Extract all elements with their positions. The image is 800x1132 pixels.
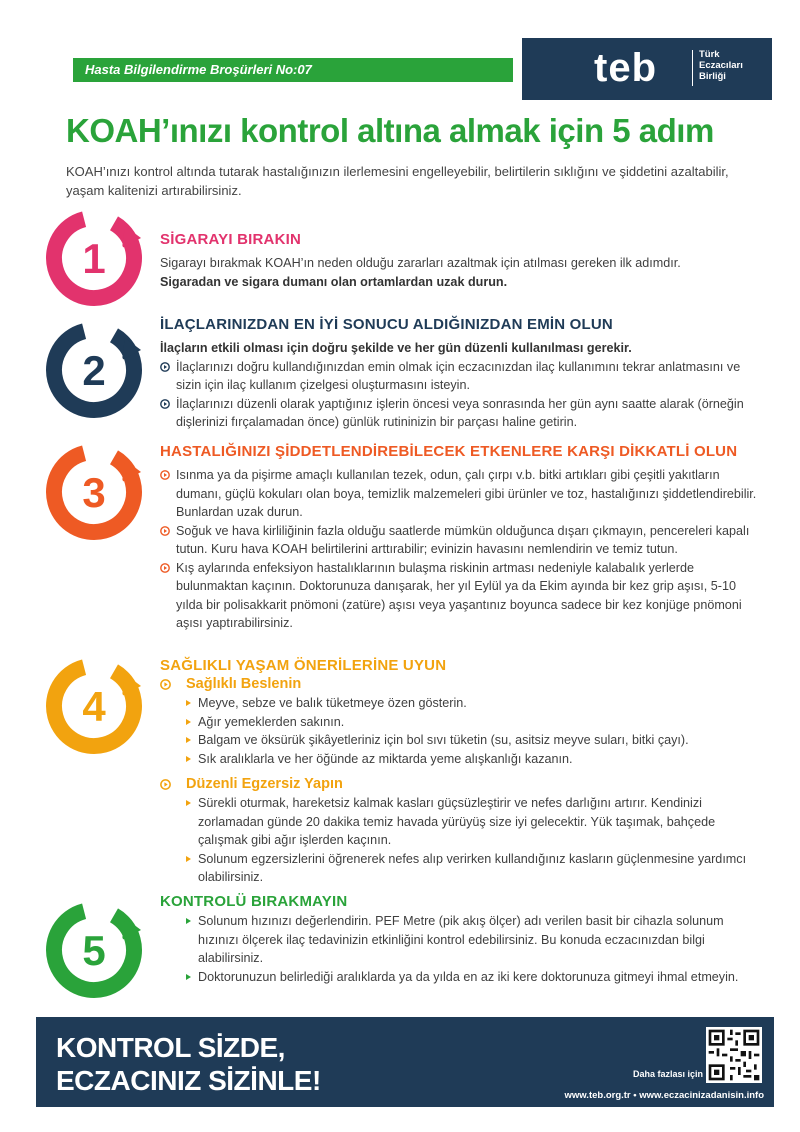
play-bullet-icon — [160, 526, 170, 536]
list-item: Balgam ve öksürük şikâyetleriniz için bol sıvı tüketin (su, asitsiz meyve suları, bitki çayı). — [186, 731, 760, 750]
teb-logo — [522, 38, 772, 100]
step-5-title: KONTROLÜ BIRAKMAYIN — [160, 893, 348, 910]
org-line-3: Birliği — [699, 71, 726, 82]
triangle-bullet-icon — [186, 974, 191, 980]
play-bullet-icon — [160, 470, 170, 480]
step-3-bullet-text: Isınma ya da pişirme amaçlı kullanılan tezek, odun, çalı çırpı v.b. bitki artıkları gibi çeşitli yakıtların dumanı, güçlü kokuları olan boya, temizlik malzemeleri gibi ürünler ve toz, hastalığınızı şiddetlendirebilir. Bunlardan uzak durun. — [176, 468, 757, 519]
step-1-number-icon — [44, 208, 144, 308]
step-1-bold-text: Sigaradan ve sigara dumanı olan ortamlardan uzak durun. — [160, 274, 508, 289]
org-line-2: Eczacıları — [699, 60, 743, 71]
play-bullet-icon — [160, 779, 171, 790]
triangle-bullet-icon — [186, 719, 191, 725]
triangle-bullet-icon — [186, 856, 191, 862]
step-2 — [160, 316, 760, 432]
exercise-list — [160, 794, 760, 887]
play-bullet-icon — [160, 399, 170, 409]
slogan-line-1: KONTROL SİZDE, — [56, 1032, 285, 1063]
step-3-number-icon — [44, 442, 144, 542]
step-3-bullet — [160, 559, 760, 633]
play-bullet-icon — [160, 362, 170, 372]
step-2-bold-text: İlaçların etkili olması için doğru şekilde ve her gün düzenli kullanılması gerekir. — [160, 341, 632, 355]
logo-organization — [699, 49, 769, 82]
triangle-bullet-icon — [186, 700, 191, 706]
step-3-bullet-text: Kış aylarında enfeksiyon hastalıklarının bulaşma riskinin artması nedeniyle kalabalık yerlerde bulunmaktan kaçının. Doktorunuza danışarak, her yıl Eylül ya da Ekim ayında bir kez grip aşısı, 5-10 yılda bir polisakkarit pnömoni (zatüre) aşısı veya yaşantınız boyunca sadece bir kez konjüge pnömoni aşısı yaptırabilirsiniz. — [176, 560, 742, 630]
triangle-bullet-icon — [186, 800, 191, 806]
step-5-number: 5 — [82, 927, 106, 974]
logo-wordmark: teb — [594, 46, 657, 90]
list-item: Ağır yemeklerden sakının. — [186, 713, 760, 732]
step-5 — [160, 893, 760, 986]
step-4-group-nutrition — [160, 676, 760, 692]
list-item: Sürekli oturmak, hareketsiz kalmak kasları güçsüzleştirir ve nefes darlığını artırır. Kendinizi zorlamadan günde 20 dakika temiz havada yürüyüş size iyi gelecektir. Yük taşımak, bahçede çalışmak gibi ağır işlerden kaçının. — [186, 794, 760, 850]
step-4-number: 4 — [82, 683, 106, 730]
qr-code-icon[interactable] — [706, 1027, 762, 1083]
step-4 — [160, 657, 760, 887]
slogan — [56, 1031, 321, 1097]
step-5-number-icon — [44, 900, 144, 1000]
website-links[interactable]: www.teb.org.tr • www.eczacinizadanisin.info — [564, 1090, 764, 1101]
step-3-bullet — [160, 466, 760, 522]
list-item: Solunum hızınızı değerlendirin. PEF Metre (pik akış ölçer) adı verilen basit bir cihazla solunum hızınızı ölçerek ilaç tedavinizin etkinliğini kontrol edebilirsiniz. Bu konuda eczacınızdan bilgi alabilirsiniz. — [186, 912, 760, 968]
step-1-number: 1 — [82, 235, 106, 282]
control-list — [160, 912, 760, 986]
step-2-title: İLAÇLARINIZDAN EN İYİ SONUCU ALDIĞINIZDAN EMİN OLUN — [160, 316, 613, 333]
step-3-title: HASTALIĞINIZI ŞİDDETLENDİREBİLECEK ETKENLERE KARŞI DİKKATLİ OLUN — [160, 443, 738, 460]
triangle-bullet-icon — [186, 737, 191, 743]
play-bullet-icon — [160, 679, 171, 690]
list-item: Sık aralıklarla ve her öğünde az miktarda yeme alışkanlığı kazanın. — [186, 750, 760, 769]
logo-divider — [692, 50, 693, 86]
step-2-bullet — [160, 358, 760, 395]
org-line-1: Türk — [699, 49, 720, 60]
step-1-text: Sigarayı bırakmak KOAH’ın neden olduğu zararları azaltmak için atılması gereken ilk adımdır. — [160, 256, 681, 270]
more-info-label: Daha fazlası için — [633, 1069, 704, 1079]
step-4-title: SAĞLIKLI YAŞAM ÖNERİLERİNE UYUN — [160, 657, 447, 674]
step-2-bullet — [160, 395, 760, 432]
step-1 — [160, 231, 760, 291]
step-2-bullet-text: İlaçlarınızı doğru kullandığınızdan emin olmak için eczacınızdan ilaç kullanımını tekrar anlatmasını ve sizin için ilaç kullanım çizelgesi oluşturmasını isteyin. — [176, 359, 741, 392]
triangle-bullet-icon — [186, 918, 191, 924]
footer-banner — [36, 1017, 774, 1107]
step-3-bullet — [160, 522, 760, 559]
nutrition-list — [160, 694, 760, 768]
step-2-number-icon — [44, 320, 144, 420]
step-2-number: 2 — [82, 347, 106, 394]
step-3-bullet-text: Soğuk ve hava kirliliğinin fazla olduğu saatlerde mümkün olduğunca dışarı çıkmayın, pencereleri kapalı tutun. Kuru hava KOAH belirtilerini arttırabilir; evinizin havasını nemlendirin ve temiz tutun. — [176, 523, 750, 556]
play-bullet-icon — [160, 563, 170, 573]
header-band — [73, 58, 513, 82]
list-item: Solunum egzersizlerini öğrenerek nefes alıp verirken kullandığınız kasların güçlenmesine yardımcı olabilirsiniz. — [186, 850, 760, 887]
step-2-bullet-text: İlaçlarınızı düzenli olarak yaptığınız işlerin öncesi veya sonrasında her gün aynı saatte alarak (örneğin dişlerinizi fırçalamadan önce) günlük rutininizin bir parçası haline getirin. — [176, 396, 744, 429]
step-4-number-icon — [44, 656, 144, 756]
step-1-title: SİGARAYI BIRAKIN — [160, 231, 301, 248]
step-3 — [160, 443, 760, 633]
list-item: Doktorunuzun belirlediği aralıklarda ya da yılda en az iki kere doktorunuza gitmeyi ihmal etmeyin. — [186, 968, 760, 987]
page-title: KOAH’ınızı kontrol altına almak için 5 adım — [66, 112, 714, 149]
step-4-group-exercise — [160, 776, 760, 792]
slogan-line-2: ECZACINIZ SİZİNLE! — [56, 1065, 321, 1096]
triangle-bullet-icon — [186, 756, 191, 762]
list-item: Meyve, sebze ve balık tüketmeye özen gösterin. — [186, 694, 760, 713]
step-3-number: 3 — [82, 469, 106, 516]
intro-text: KOAH’ınızı kontrol altında tutarak hastalığınızın ilerlemesini engelleyebilir, belirtilerin sıklığını ve şiddetini azaltabilir, yaşam kalitenizi artırabilirsiniz. — [66, 164, 729, 198]
group-title: Düzenli Egzersiz Yapın — [186, 776, 343, 792]
group-title: Sağlıklı Beslenin — [186, 676, 302, 692]
brochure-number: Hasta Bilgilendirme Broşürleri No:07 — [85, 62, 312, 77]
